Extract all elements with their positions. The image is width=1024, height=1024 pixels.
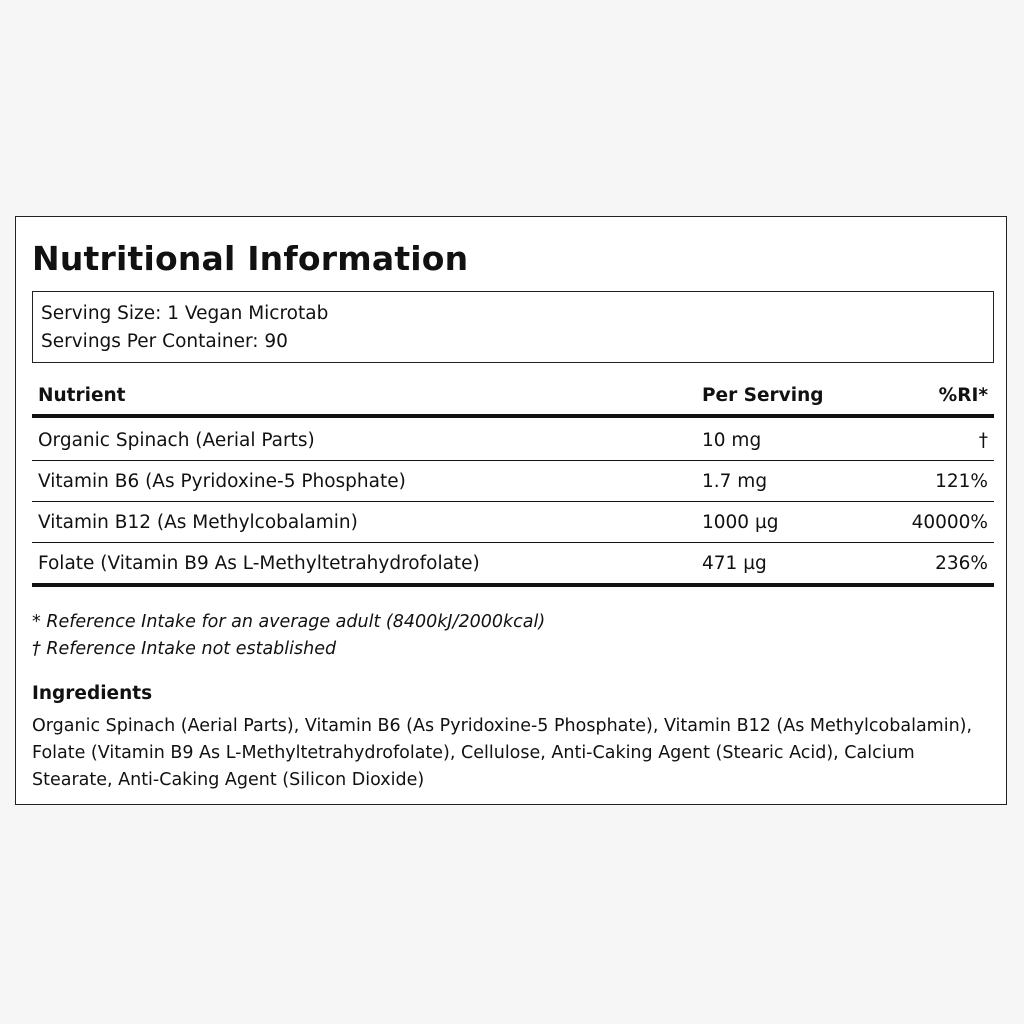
footnote-reference-intake: * Reference Intake for an average adult (8400kJ/2000kcal) <box>32 612 546 632</box>
page-title: Nutritional Information <box>32 239 469 278</box>
serving-info-box <box>32 291 994 363</box>
ingredients-heading: Ingredients <box>32 683 153 704</box>
table-row <box>32 543 994 586</box>
header-nutrient: Nutrient <box>32 376 696 416</box>
nutrient-name: Organic Spinach (Aerial Parts) <box>32 416 696 461</box>
nutrient-amount: 1000 µg <box>696 502 858 543</box>
header-per-serving: Per Serving <box>696 376 858 416</box>
nutrient-table <box>32 376 994 587</box>
nutrient-amount: 1.7 mg <box>696 461 858 502</box>
nutrient-ri: † <box>858 416 994 461</box>
table-row <box>32 416 994 461</box>
nutrient-amount: 471 µg <box>696 543 858 586</box>
nutrient-name: Vitamin B6 (As Pyridoxine-5 Phosphate) <box>32 461 696 502</box>
nutrient-ri: 40000% <box>858 502 994 543</box>
table-row <box>32 502 994 543</box>
nutrition-panel <box>15 216 1007 805</box>
servings-per-container: Servings Per Container: 90 <box>41 331 288 352</box>
nutrient-ri: 121% <box>858 461 994 502</box>
footnote-not-established: † Reference Intake not established <box>32 639 337 659</box>
nutrient-name: Folate (Vitamin B9 As L-Methyltetrahydrofolate) <box>32 543 696 586</box>
ingredients-text: Organic Spinach (Aerial Parts), Vitamin B6 (As Pyridoxine-5 Phosphate), Vitamin B12 (As Methylcobalamin), Folate (Vitamin B9 As L-Methyltetrahydrofolate), Cellulose, Anti-Caking Agent (Stearic Acid), Calcium Stearate, Anti-Caking Agent (Silicon Dioxide) <box>32 716 973 790</box>
nutrient-ri: 236% <box>858 543 994 586</box>
serving-size: Serving Size: 1 Vegan Microtab <box>41 303 329 324</box>
footnotes <box>32 609 545 663</box>
table-header-row <box>32 376 994 416</box>
header-ri: %RI* <box>858 376 994 416</box>
nutrient-name: Vitamin B12 (As Methylcobalamin) <box>32 502 696 543</box>
table-row <box>32 461 994 502</box>
nutrient-amount: 10 mg <box>696 416 858 461</box>
